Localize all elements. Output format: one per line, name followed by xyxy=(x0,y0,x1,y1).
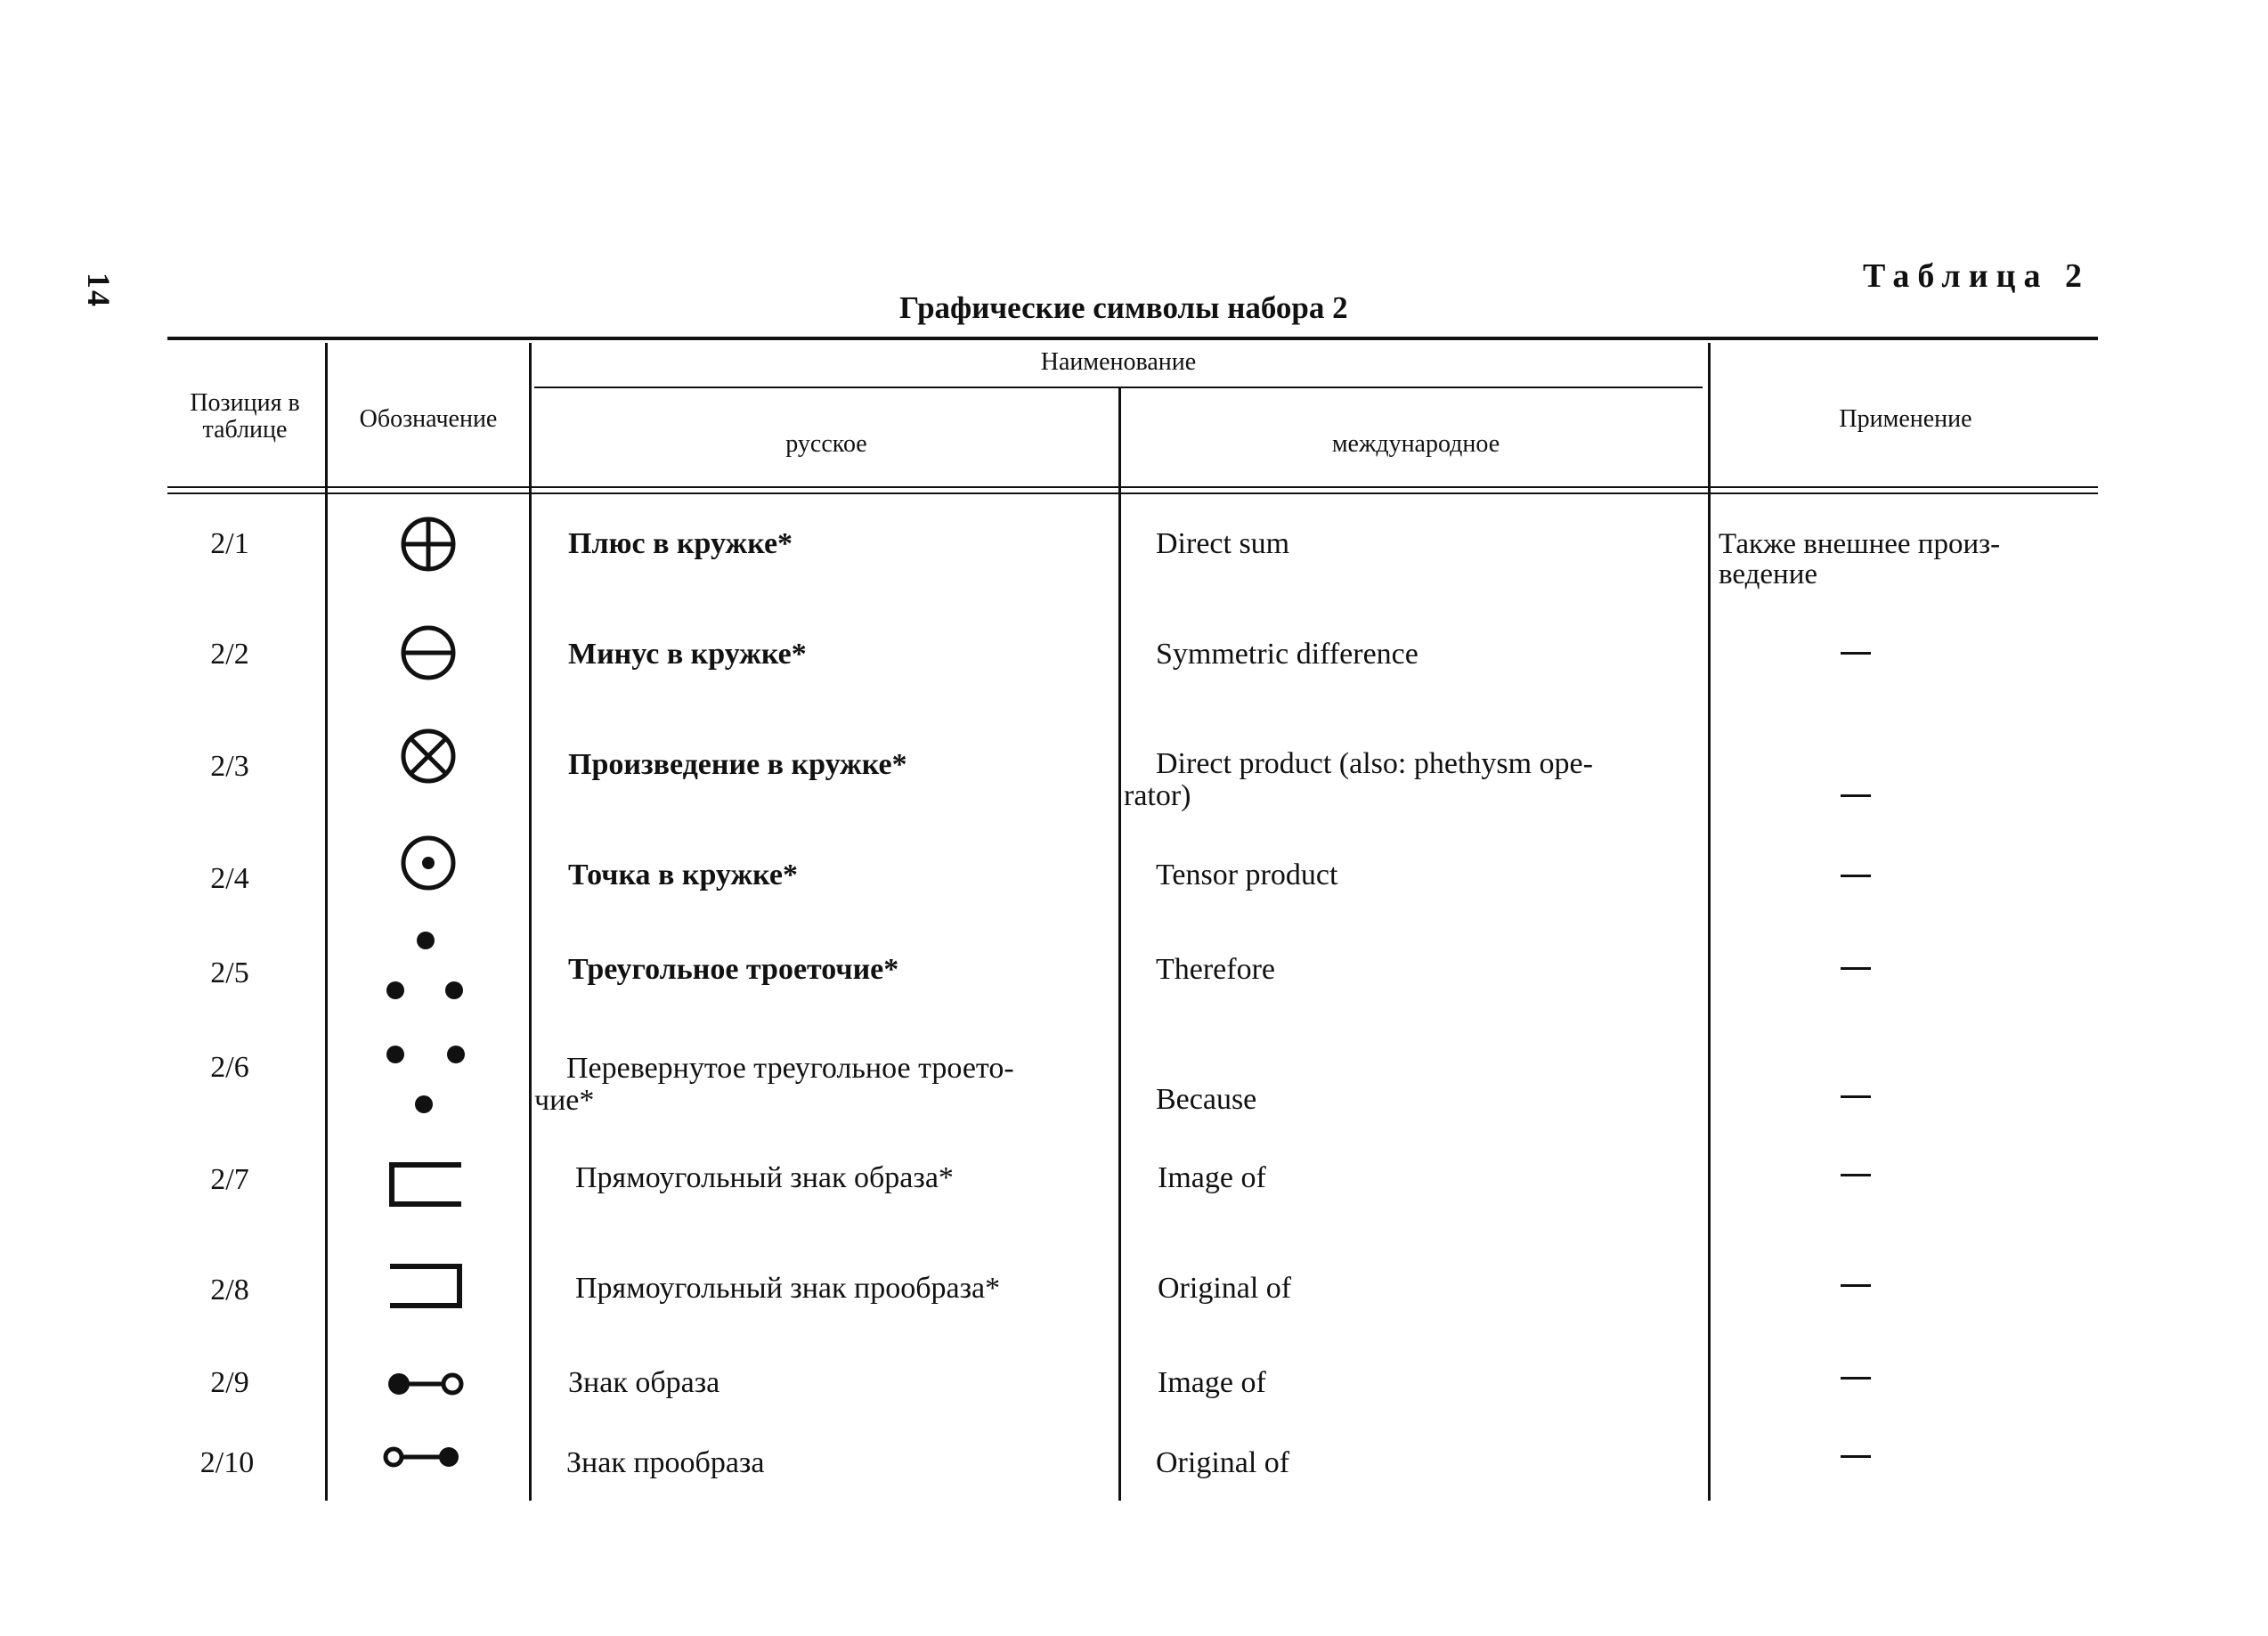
row-2-4-russian: Точка в кружке* xyxy=(568,859,798,891)
column-divider-1 xyxy=(325,343,328,1501)
row-2-9-position: 2/9 xyxy=(210,1366,249,1399)
row-2-6-position: 2/6 xyxy=(210,1051,249,1084)
row-2-1-position: 2/1 xyxy=(210,527,249,560)
header-bottom-rule-2 xyxy=(167,492,2098,494)
image-of-icon xyxy=(385,1368,467,1400)
row-2-3-position: 2/3 xyxy=(210,750,249,783)
row-2-8-russian: Прямоугольный знак прообраза* xyxy=(575,1272,1001,1305)
row-2-4-usage xyxy=(1841,875,1871,877)
header-symbol: Обозначение xyxy=(359,405,498,433)
row-2-5-usage xyxy=(1841,967,1871,970)
header-usage: Применение xyxy=(1839,405,1972,433)
row-2-3-russian: Произведение в кружке* xyxy=(568,748,907,781)
rect-image-icon xyxy=(385,1158,467,1211)
circled-times-icon xyxy=(399,727,458,785)
row-2-9-russian: Знак образа xyxy=(568,1366,720,1399)
table-title: Графические символы набора 2 xyxy=(899,290,1348,325)
page-number: 14 xyxy=(81,273,117,308)
row-2-3-international: Direct product (also: phethysm ope- rator) xyxy=(1124,747,1593,812)
row-2-7-position: 2/7 xyxy=(210,1163,249,1196)
therefore-icon xyxy=(379,926,468,1006)
row-2-2-russian: Минус в кружке* xyxy=(568,638,807,671)
header-international: международное xyxy=(1331,430,1500,458)
row-2-6-international: Because xyxy=(1156,1083,1257,1116)
row-2-2-position: 2/2 xyxy=(210,638,249,671)
row-2-5-position: 2/5 xyxy=(210,956,249,989)
column-divider-2 xyxy=(529,343,532,1501)
row-2-4-international: Tensor product xyxy=(1156,859,1338,891)
table-label: Таблица 2 xyxy=(1862,257,2090,295)
header-bottom-rule-1 xyxy=(167,486,2098,488)
circled-minus-icon xyxy=(399,623,458,682)
row-2-5-international: Therefore xyxy=(1156,953,1276,986)
header-position: Позиция в таблице xyxy=(190,389,300,444)
row-2-9-international: Image of xyxy=(1158,1366,1266,1399)
row-2-7-russian: Прямоугольный знак образа* xyxy=(575,1161,954,1194)
row-2-4-position: 2/4 xyxy=(210,862,249,895)
column-divider-4 xyxy=(1708,343,1711,1501)
row-2-1-international: Direct sum xyxy=(1156,527,1290,560)
because-icon xyxy=(379,1040,468,1120)
row-2-5-russian: Треугольное троеточие* xyxy=(568,953,899,986)
row-2-8-position: 2/8 xyxy=(210,1274,249,1306)
row-2-10-usage xyxy=(1841,1455,1871,1458)
circled-plus-icon xyxy=(399,515,458,574)
row-2-9-usage xyxy=(1841,1377,1871,1380)
row-2-7-usage xyxy=(1841,1174,1871,1176)
row-2-2-usage xyxy=(1841,652,1871,655)
row-2-8-international: Original of xyxy=(1158,1272,1292,1305)
table-top-rule xyxy=(167,337,2098,340)
rect-original-icon xyxy=(385,1259,467,1313)
row-2-3-usage xyxy=(1841,794,1871,797)
circled-dot-icon xyxy=(399,834,458,892)
row-2-10-international: Original of xyxy=(1156,1446,1290,1479)
row-2-8-usage xyxy=(1841,1284,1871,1287)
row-2-1-usage: Также внешнее произ- ведение xyxy=(1719,528,2001,590)
row-2-10-russian: Знак прообраза xyxy=(566,1446,765,1479)
header-russian: русское xyxy=(785,430,867,458)
row-2-7-international: Image of xyxy=(1158,1161,1266,1194)
header-name: Наименование xyxy=(1040,348,1197,376)
row-2-6-russian: Перевернутое треугольное троето- чие* xyxy=(534,1052,1014,1117)
original-of-icon xyxy=(381,1443,463,1471)
row-2-2-international: Symmetric difference xyxy=(1156,638,1419,671)
row-2-6-usage xyxy=(1841,1095,1871,1098)
row-2-10-position: 2/10 xyxy=(199,1446,255,1479)
row-2-1-russian: Плюс в кружке* xyxy=(568,527,793,560)
column-divider-3 xyxy=(1118,388,1121,1501)
